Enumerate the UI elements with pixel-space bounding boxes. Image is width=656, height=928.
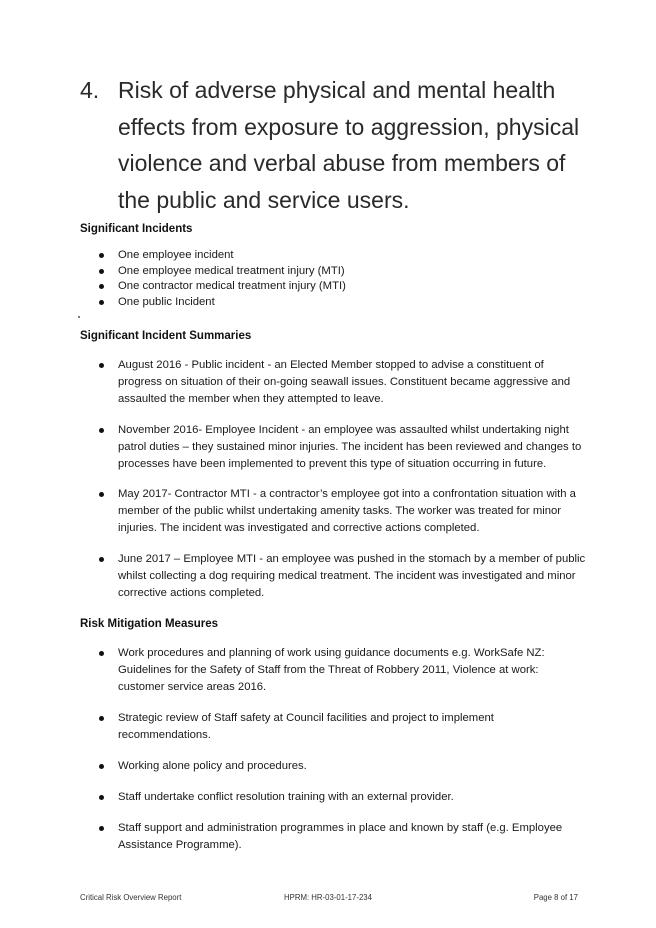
risk-mitigation-list xyxy=(118,645,588,868)
section-number: 4. xyxy=(80,77,100,103)
incident-summaries-title: Significant Incident Summaries xyxy=(80,330,252,342)
significant-incidents-title: Significant Incidents xyxy=(80,223,193,235)
stray-mark xyxy=(78,316,80,318)
risk-mitigation-title: Risk Mitigation Measures xyxy=(80,618,219,630)
list-item: November 2016- Employee Incident - an employee was assaulted whilst undertaking night patrol duties – they sustained minor injuries. The incident has been reviewed and changes to processes have been implemented to prevent this type of situation occurring in future. xyxy=(118,422,588,473)
significant-incidents-list xyxy=(118,248,598,310)
footer-report-name: Critical Risk Overview Report xyxy=(80,893,182,902)
list-item: One contractor medical treatment injury (MTI) xyxy=(118,279,598,295)
list-item: Staff support and administration programmes in place and known by staff (e.g. Employee Assistance Programme). xyxy=(118,820,588,854)
footer-page-number: Page 8 of 17 xyxy=(533,893,578,902)
list-item: Work procedures and planning of work using guidance documents e.g. WorkSafe NZ: Guidelines for the Safety of Staff from the Threat of Robbery 2011, Violence at work: customer service areas 2016. xyxy=(118,645,588,696)
section-title: Risk of adverse physical and mental health effects from exposure to aggression, physical violence and verbal abuse from members of the public and service users. xyxy=(118,77,580,213)
section-heading xyxy=(80,72,600,218)
list-item: One employee incident xyxy=(118,248,598,264)
list-item: One public Incident xyxy=(118,295,598,311)
list-item: Working alone policy and procedures. xyxy=(118,758,588,775)
list-item: June 2017 – Employee MTI - an employee was pushed in the stomach by a member of public whilst collecting a dog requiring medical treatment. The incident was investigated and minor corrective actions completed. xyxy=(118,551,588,602)
list-item: Staff undertake conflict resolution training with an external provider. xyxy=(118,789,588,806)
list-item: Strategic review of Staff safety at Council facilities and project to implement recommendations. xyxy=(118,710,588,744)
footer-document-reference: HPRM: HR-03-01-17-234 xyxy=(284,893,372,902)
list-item: May 2017- Contractor MTI - a contractor’s employee got into a confrontation situation with a member of the public whilst undertaking amenity tasks. The worker was treated for minor injuries. The incident was investigated and corrective actions completed. xyxy=(118,486,588,537)
list-item: One employee medical treatment injury (MTI) xyxy=(118,264,598,280)
list-item: August 2016 - Public incident - an Elected Member stopped to advise a constituent of progress on situation of their on-going seawall issues. Constituent became aggressive and assaulted the member when they attempted to leave. xyxy=(118,357,588,408)
incident-summaries-list xyxy=(118,357,588,615)
